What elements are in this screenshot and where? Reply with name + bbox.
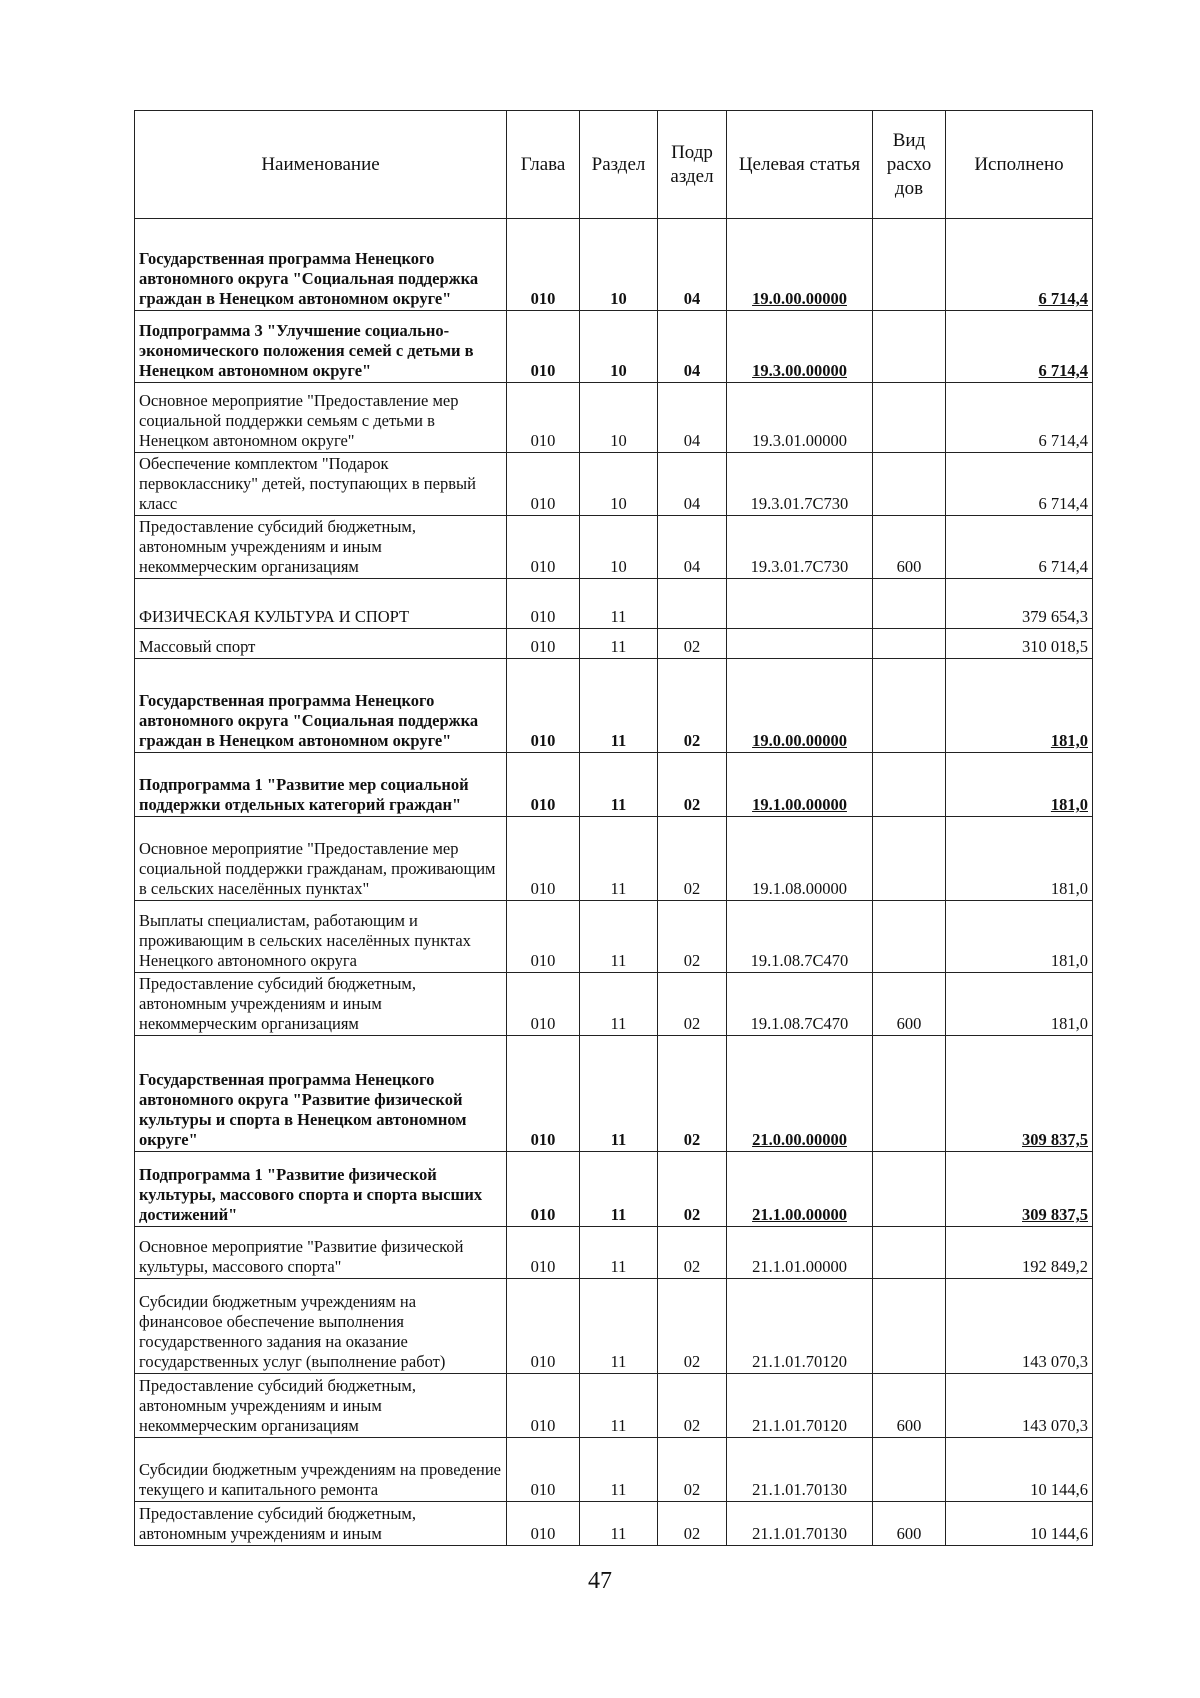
row-chapter: 010 — [507, 311, 580, 383]
row-executed: 181,0 — [946, 901, 1093, 973]
row-target-article: 19.3.01.7С730 — [727, 516, 873, 579]
row-executed: 181,0 — [946, 753, 1093, 817]
budget-execution-table — [134, 110, 1093, 1546]
row-target-article: 19.3.01.7С730 — [727, 453, 873, 516]
table-row — [135, 311, 1093, 383]
table-row — [135, 1438, 1093, 1502]
row-expense-type — [873, 219, 946, 311]
row-subsection: 02 — [658, 629, 727, 659]
row-name: Основное мероприятие "Предоставление мер социальной поддержки семьям с детьми в Ненецком автономном округе" — [135, 383, 507, 453]
row-subsection: 04 — [658, 453, 727, 516]
row-expense-type — [873, 753, 946, 817]
row-name: Предоставление субсидий бюджетным, автономным учреждениям и иным некоммерческим организациям — [135, 516, 507, 579]
row-section: 10 — [580, 219, 658, 311]
row-expense-type — [873, 1227, 946, 1279]
row-expense-type — [873, 579, 946, 629]
row-subsection: 02 — [658, 1502, 727, 1546]
row-expense-type — [873, 817, 946, 901]
row-name: Выплаты специалистам, работающим и проживающим в сельских населённых пунктах Ненецкого автономного округа — [135, 901, 507, 973]
row-executed: 10 144,6 — [946, 1502, 1093, 1546]
row-subsection: 02 — [658, 817, 727, 901]
row-name: Государственная программа Ненецкого автономного округа "Социальная поддержка граждан в Ненецком автономном округе" — [135, 219, 507, 311]
row-section: 11 — [580, 1374, 658, 1438]
row-target-article: 19.3.01.00000 — [727, 383, 873, 453]
header-subsection: Подр аздел — [658, 111, 727, 219]
row-subsection: 02 — [658, 973, 727, 1036]
row-executed: 309 837,5 — [946, 1152, 1093, 1227]
row-executed: 379 654,3 — [946, 579, 1093, 629]
row-executed: 143 070,3 — [946, 1279, 1093, 1374]
table-row — [135, 973, 1093, 1036]
row-subsection: 02 — [658, 1036, 727, 1152]
row-section: 10 — [580, 516, 658, 579]
row-expense-type — [873, 311, 946, 383]
row-chapter: 010 — [507, 1438, 580, 1502]
row-executed: 6 714,4 — [946, 311, 1093, 383]
row-name: Предоставление субсидий бюджетным, автономным учреждениям и иным — [135, 1502, 507, 1546]
row-executed: 181,0 — [946, 973, 1093, 1036]
row-subsection: 02 — [658, 1438, 727, 1502]
row-target-article — [727, 629, 873, 659]
row-subsection: 02 — [658, 659, 727, 753]
row-name: Основное мероприятие "Предоставление мер социальной поддержки гражданам, проживающим в сельских населённых пунктах" — [135, 817, 507, 901]
row-subsection: 04 — [658, 516, 727, 579]
row-executed: 310 018,5 — [946, 629, 1093, 659]
page-number: 47 — [588, 1568, 612, 1594]
table-row — [135, 1227, 1093, 1279]
row-subsection: 02 — [658, 1227, 727, 1279]
row-chapter: 010 — [507, 1502, 580, 1546]
row-chapter: 010 — [507, 629, 580, 659]
row-expense-type: 600 — [873, 1502, 946, 1546]
row-name: Предоставление субсидий бюджетным, автономным учреждениям и иным некоммерческим организациям — [135, 973, 507, 1036]
row-chapter: 010 — [507, 659, 580, 753]
row-chapter: 010 — [507, 453, 580, 516]
row-name: Субсидии бюджетным учреждениям на проведение текущего и капитального ремонта — [135, 1438, 507, 1502]
row-subsection: 02 — [658, 1279, 727, 1374]
row-chapter: 010 — [507, 817, 580, 901]
row-section: 11 — [580, 1438, 658, 1502]
row-subsection — [658, 579, 727, 629]
row-chapter: 010 — [507, 753, 580, 817]
table-row — [135, 1502, 1093, 1546]
header-target-article: Целевая статья — [727, 111, 873, 219]
table-body — [135, 219, 1093, 1546]
table-row — [135, 901, 1093, 973]
row-chapter: 010 — [507, 1036, 580, 1152]
row-expense-type: 600 — [873, 1374, 946, 1438]
table-row — [135, 383, 1093, 453]
table-row — [135, 659, 1093, 753]
row-subsection: 02 — [658, 1374, 727, 1438]
row-target-article: 21.0.00.00000 — [727, 1036, 873, 1152]
row-target-article: 19.1.00.00000 — [727, 753, 873, 817]
table-row — [135, 629, 1093, 659]
row-subsection: 04 — [658, 219, 727, 311]
row-expense-type — [873, 1279, 946, 1374]
row-expense-type — [873, 453, 946, 516]
row-target-article: 21.1.01.70130 — [727, 1502, 873, 1546]
table-row — [135, 453, 1093, 516]
row-chapter: 010 — [507, 1374, 580, 1438]
row-target-article: 21.1.01.70130 — [727, 1438, 873, 1502]
row-section: 11 — [580, 1279, 658, 1374]
row-name: ФИЗИЧЕСКАЯ КУЛЬТУРА И СПОРТ — [135, 579, 507, 629]
table-row — [135, 817, 1093, 901]
row-target-article: 21.1.01.70120 — [727, 1374, 873, 1438]
row-chapter: 010 — [507, 973, 580, 1036]
row-target-article: 21.1.01.70120 — [727, 1279, 873, 1374]
row-section: 11 — [580, 1152, 658, 1227]
row-executed: 143 070,3 — [946, 1374, 1093, 1438]
row-executed: 6 714,4 — [946, 453, 1093, 516]
row-expense-type — [873, 659, 946, 753]
row-target-article: 21.1.01.00000 — [727, 1227, 873, 1279]
row-expense-type: 600 — [873, 516, 946, 579]
row-chapter: 010 — [507, 1279, 580, 1374]
row-section: 11 — [580, 659, 658, 753]
row-section: 10 — [580, 453, 658, 516]
row-target-article: 19.0.00.00000 — [727, 659, 873, 753]
row-name: Субсидии бюджетным учреждениям на финансовое обеспечение выполнения государственного задания на оказание государственных услуг (выполнение работ) — [135, 1279, 507, 1374]
row-executed: 6 714,4 — [946, 516, 1093, 579]
row-subsection: 04 — [658, 311, 727, 383]
row-name: Государственная программа Ненецкого автономного округа "Развитие физической культуры и спорта в Ненецком автономном округе" — [135, 1036, 507, 1152]
row-executed: 6 714,4 — [946, 219, 1093, 311]
row-target-article: 21.1.00.00000 — [727, 1152, 873, 1227]
row-section: 11 — [580, 629, 658, 659]
row-section: 11 — [580, 579, 658, 629]
row-expense-type: 600 — [873, 973, 946, 1036]
header-chapter: Глава — [507, 111, 580, 219]
row-executed: 181,0 — [946, 817, 1093, 901]
row-chapter: 010 — [507, 383, 580, 453]
header-executed: Исполнено — [946, 111, 1093, 219]
row-name: Подпрограмма 3 "Улучшение социально-экономического положения семей с детьми в Ненецком автономном округе" — [135, 311, 507, 383]
row-section: 11 — [580, 901, 658, 973]
row-target-article: 19.1.08.7С470 — [727, 901, 873, 973]
row-expense-type — [873, 1036, 946, 1152]
row-expense-type — [873, 629, 946, 659]
table-row — [135, 219, 1093, 311]
row-subsection: 04 — [658, 383, 727, 453]
row-expense-type — [873, 383, 946, 453]
row-executed: 192 849,2 — [946, 1227, 1093, 1279]
row-name: Обеспечение комплектом "Подарок первокласснику" детей, поступающих в первый класс — [135, 453, 507, 516]
table-header-row — [135, 111, 1093, 219]
row-target-article: 19.1.08.7С470 — [727, 973, 873, 1036]
row-chapter: 010 — [507, 901, 580, 973]
row-executed: 6 714,4 — [946, 383, 1093, 453]
row-chapter: 010 — [507, 1227, 580, 1279]
table-row — [135, 1279, 1093, 1374]
row-subsection: 02 — [658, 901, 727, 973]
row-chapter: 010 — [507, 219, 580, 311]
row-executed: 181,0 — [946, 659, 1093, 753]
row-subsection: 02 — [658, 753, 727, 817]
row-chapter: 010 — [507, 516, 580, 579]
row-name: Предоставление субсидий бюджетным, автономным учреждениям и иным некоммерческим организациям — [135, 1374, 507, 1438]
table-row — [135, 1152, 1093, 1227]
row-section: 11 — [580, 817, 658, 901]
row-expense-type — [873, 1438, 946, 1502]
row-chapter: 010 — [507, 579, 580, 629]
table-row — [135, 1036, 1093, 1152]
row-executed: 10 144,6 — [946, 1438, 1093, 1502]
row-section: 10 — [580, 383, 658, 453]
row-name: Подпрограмма 1 "Развитие мер социальной поддержки отдельных категорий граждан" — [135, 753, 507, 817]
row-target-article: 19.1.08.00000 — [727, 817, 873, 901]
row-section: 11 — [580, 1036, 658, 1152]
row-target-article — [727, 579, 873, 629]
row-section: 11 — [580, 1227, 658, 1279]
row-expense-type — [873, 1152, 946, 1227]
row-subsection: 02 — [658, 1152, 727, 1227]
table-row — [135, 516, 1093, 579]
row-target-article: 19.0.00.00000 — [727, 219, 873, 311]
header-expense-type: Вид расхо дов — [873, 111, 946, 219]
row-name: Государственная программа Ненецкого автономного округа "Социальная поддержка граждан в Ненецком автономном округе" — [135, 659, 507, 753]
table-row — [135, 1374, 1093, 1438]
row-section: 11 — [580, 753, 658, 817]
row-executed: 309 837,5 — [946, 1036, 1093, 1152]
row-name: Основное мероприятие "Развитие физической культуры, массового спорта" — [135, 1227, 507, 1279]
row-name: Подпрограмма 1 "Развитие физической культуры, массового спорта и спорта высших достижений" — [135, 1152, 507, 1227]
row-section: 10 — [580, 311, 658, 383]
row-section: 11 — [580, 1502, 658, 1546]
row-name: Массовый спорт — [135, 629, 507, 659]
row-section: 11 — [580, 973, 658, 1036]
table-row — [135, 753, 1093, 817]
header-name: Наименование — [135, 111, 507, 219]
header-section: Раздел — [580, 111, 658, 219]
row-expense-type — [873, 901, 946, 973]
table-row — [135, 579, 1093, 629]
row-target-article: 19.3.00.00000 — [727, 311, 873, 383]
row-chapter: 010 — [507, 1152, 580, 1227]
